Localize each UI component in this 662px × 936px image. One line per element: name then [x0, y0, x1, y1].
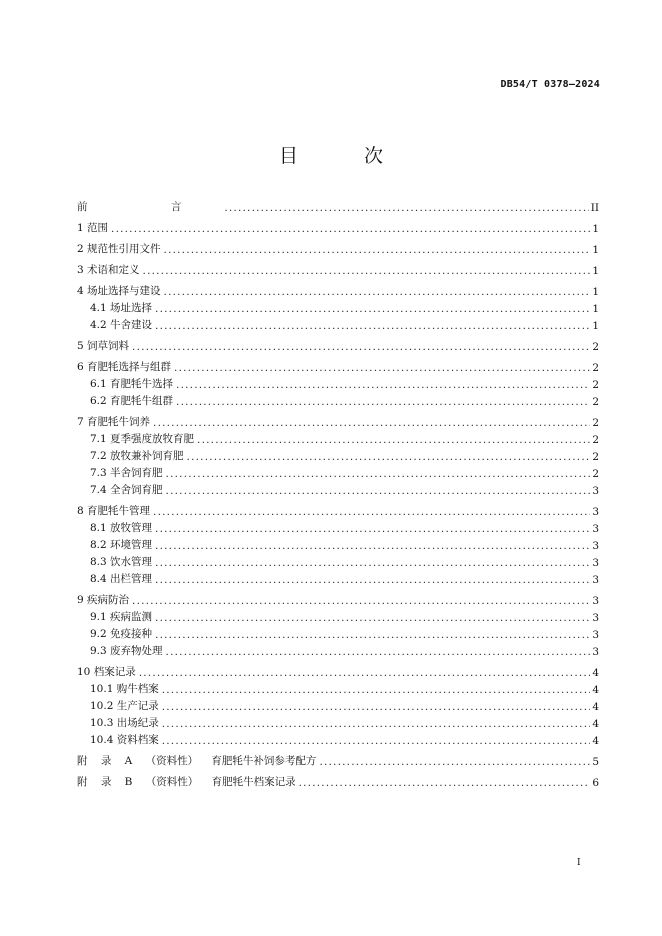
toc-leader-dots — [166, 646, 591, 658]
toc-entry[interactable] — [77, 394, 599, 408]
toc-leader-dots — [139, 667, 591, 679]
toc-entry[interactable] — [77, 360, 599, 374]
toc-entry-label: 1 范围 — [77, 222, 109, 234]
toc-entry-page: 5 — [592, 756, 599, 768]
toc-entry-label: 9.3 废弃物处理 — [90, 645, 163, 657]
toc-entry[interactable] — [77, 644, 599, 658]
toc-title: 目 次 — [278, 145, 414, 167]
toc-entry-label: 9.2 免疫接种 — [90, 628, 153, 640]
toc-entry[interactable] — [77, 221, 599, 235]
toc-entry-page: 4 — [592, 684, 599, 696]
toc-entry[interactable] — [77, 716, 599, 730]
toc-leader-dots — [155, 320, 590, 332]
toc-leader-dots — [224, 202, 588, 214]
toc-entry[interactable] — [77, 699, 599, 713]
toc-entry-page: 1 — [592, 265, 599, 277]
toc-entry[interactable] — [77, 572, 599, 586]
toc-leader-dots — [299, 777, 591, 789]
toc-entry-page: 3 — [592, 612, 599, 624]
toc-entry-label: 附 录 B （资料性） 育肥牦牛档案记录 — [77, 776, 296, 788]
toc-entry-label: 5 饲草饲料 — [77, 340, 130, 352]
toc-entry[interactable] — [77, 593, 599, 607]
toc-leader-dots — [164, 244, 591, 256]
toc-entry-page: 3 — [592, 629, 599, 641]
toc-leader-dots — [187, 451, 591, 463]
toc-entry-label: 9.1 疾病监测 — [90, 611, 153, 623]
toc-entry-label: 4 场址选择与建设 — [77, 285, 161, 297]
standard-identifier: DB54/T 0378—2024 — [500, 79, 600, 90]
toc-entry-page: 6 — [592, 777, 599, 789]
toc-entry[interactable] — [77, 432, 599, 446]
toc-leader-dots — [155, 574, 590, 586]
toc-entry[interactable] — [77, 415, 599, 429]
toc-entry[interactable] — [77, 242, 599, 256]
toc-entry[interactable] — [77, 263, 599, 277]
toc-entry-page: 3 — [592, 506, 599, 518]
toc-entry-page: 2 — [592, 362, 599, 374]
toc-entry-label: 10 档案记录 — [77, 666, 136, 678]
toc-entry-page: 1 — [592, 223, 599, 235]
toc-entry-page: 4 — [592, 667, 599, 679]
toc-entry-label: 8 育肥牦牛管理 — [77, 505, 151, 517]
toc-entry-page: 3 — [592, 557, 599, 569]
toc-entry-label: 7 育肥牦牛饲养 — [77, 416, 151, 428]
toc-leader-dots — [166, 468, 591, 480]
toc-entry-page: 4 — [592, 701, 599, 713]
toc-leader-dots — [162, 718, 591, 730]
toc-entry-page: 1 — [592, 303, 599, 315]
toc-entry-label: 8.2 环境管理 — [90, 539, 153, 551]
toc-leader-dots — [162, 684, 591, 696]
toc-leader-dots — [153, 417, 590, 429]
toc-entry[interactable] — [77, 665, 599, 679]
toc-leader-dots — [155, 540, 590, 552]
toc-entry-page: 2 — [592, 451, 599, 463]
toc-leader-dots — [155, 303, 590, 315]
toc-leader-dots — [176, 396, 590, 408]
toc-entry[interactable] — [77, 754, 599, 768]
toc-entry-label: 7.2 放牧兼补饲育肥 — [90, 450, 184, 462]
toc-leader-dots — [155, 523, 590, 535]
toc-entry-page: 3 — [592, 485, 599, 497]
toc-entry-label: 8.1 放牧管理 — [90, 522, 153, 534]
toc-entry[interactable] — [77, 610, 599, 624]
toc-entry[interactable] — [77, 339, 599, 353]
toc-leader-dots — [164, 286, 591, 298]
toc-leader-dots — [166, 485, 591, 497]
toc-entry[interactable] — [77, 733, 599, 747]
toc-entry-page: 3 — [592, 595, 599, 607]
toc-entry-page: 2 — [592, 341, 599, 353]
toc-leader-dots — [143, 265, 591, 277]
toc-entry-label: 7.4 全舍饲育肥 — [90, 484, 163, 496]
toc-leader-dots — [132, 341, 590, 353]
toc-entry-label: 10.3 出场纪录 — [90, 717, 159, 729]
toc-entry[interactable] — [77, 318, 599, 332]
toc-entry[interactable] — [77, 682, 599, 696]
toc-entry-page: 2 — [592, 396, 599, 408]
toc-entry[interactable] — [77, 555, 599, 569]
toc-entry-label: 2 规范性引用文件 — [77, 243, 161, 255]
toc-entry-label: 10.1 购牛档案 — [90, 683, 159, 695]
toc-entry-page: 1 — [592, 320, 599, 332]
toc-entry[interactable] — [77, 466, 599, 480]
toc-entry[interactable] — [77, 521, 599, 535]
toc-entry-label: 10.4 资料档案 — [90, 734, 159, 746]
toc-entry-page: 4 — [592, 718, 599, 730]
toc-entry-label: 6 育肥牦选择与组群 — [77, 361, 172, 373]
toc-entry-page: 2 — [592, 468, 599, 480]
toc-leader-dots — [174, 362, 590, 374]
toc-entry-label: 8.3 饮水管理 — [90, 556, 153, 568]
toc-entry-label: 10.2 生产记录 — [90, 700, 159, 712]
toc-entry-page: 3 — [592, 646, 599, 658]
toc-leader-dots — [319, 756, 590, 768]
toc-entry-page: 1 — [592, 244, 599, 256]
toc-entry[interactable] — [77, 775, 599, 789]
toc-entry-page: 3 — [592, 574, 599, 586]
toc-entry-label: 4.1 场址选择 — [90, 302, 153, 314]
toc-entry[interactable] — [77, 538, 599, 552]
toc-entry[interactable] — [77, 449, 599, 463]
toc-entry[interactable] — [77, 483, 599, 497]
toc-entry-label: 前 言 — [77, 201, 222, 213]
toc-entry[interactable] — [77, 627, 599, 641]
toc-entry-page: 2 — [592, 417, 599, 429]
toc-entry-label: 7.1 夏季强度放牧育肥 — [90, 433, 195, 445]
page-number: I — [577, 858, 581, 868]
toc-entry-page: 2 — [592, 434, 599, 446]
toc-entry-label: 7.3 半舍饲育肥 — [90, 467, 163, 479]
toc-leader-dots — [155, 629, 590, 641]
toc-leader-dots — [111, 223, 590, 235]
toc-entry-label: 9 疾病防治 — [77, 594, 130, 606]
toc-leader-dots — [176, 379, 590, 391]
toc-leader-dots — [162, 701, 591, 713]
toc-entry-label: 附 录 A （资料性） 育肥牦牛补饲参考配方 — [77, 755, 317, 767]
toc-leader-dots — [155, 557, 590, 569]
toc-entry-label: 6.1 育肥牦牛选择 — [90, 378, 174, 390]
toc-entry[interactable] — [77, 377, 599, 391]
toc-entry[interactable] — [77, 200, 599, 214]
toc-entry-page: 4 — [592, 735, 599, 747]
toc-leader-dots — [197, 434, 590, 446]
toc-leader-dots — [132, 595, 590, 607]
toc-entry-label: 6.2 育肥牦牛组群 — [90, 395, 174, 407]
toc-entry-label: 4.2 牛舍建设 — [90, 319, 153, 331]
toc-entry-label: 3 术语和定义 — [77, 264, 140, 276]
toc-leader-dots — [162, 735, 591, 747]
toc-entry-page: II — [590, 202, 599, 214]
toc-entry[interactable] — [77, 301, 599, 315]
toc-entry[interactable] — [77, 504, 599, 518]
toc-entry-page: 1 — [592, 286, 599, 298]
toc-leader-dots — [153, 506, 590, 518]
toc-entry-page: 3 — [592, 540, 599, 552]
toc-entry[interactable] — [77, 284, 599, 298]
toc-entry-label: 8.4 出栏管理 — [90, 573, 153, 585]
toc-entry-page: 3 — [592, 523, 599, 535]
toc-entry-page: 2 — [592, 379, 599, 391]
toc-leader-dots — [155, 612, 590, 624]
table-of-contents — [77, 200, 599, 789]
